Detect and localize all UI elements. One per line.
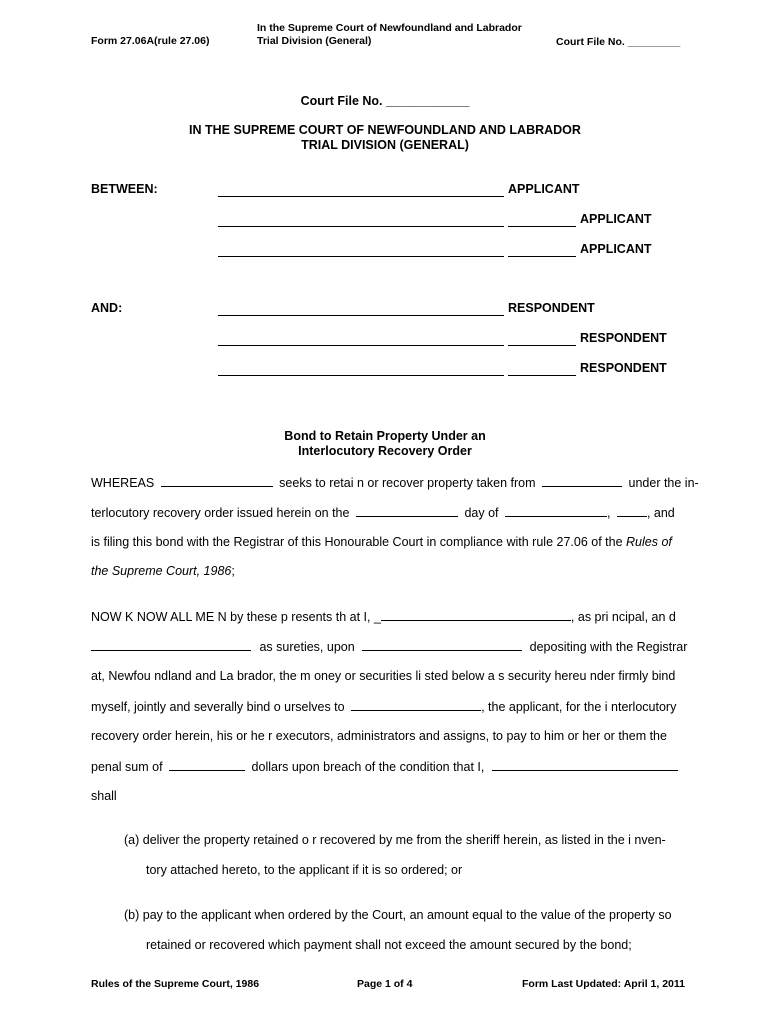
header-court-file: Court File No. _________ — [556, 36, 681, 48]
applicant-extra-line-3[interactable] — [508, 256, 576, 257]
now-line-4 — [91, 698, 676, 715]
now-line-1 — [91, 608, 676, 625]
form-number: Form 27.06A(rule 27.06) — [91, 35, 210, 47]
between-label: BETWEEN: — [91, 182, 158, 196]
applicant-extra-line-2[interactable] — [508, 226, 576, 227]
depositor-blank[interactable] — [362, 638, 522, 651]
now-line-3: at, Newfou ndland and La brador, the m oney or securities li sted below a s security hereu nder firmly bind — [91, 669, 676, 683]
whereas-word: WHEREAS — [91, 476, 155, 490]
bond-heading-line2: Interlocutory Recovery Order — [298, 444, 472, 458]
order-date-day-blank[interactable] — [356, 504, 458, 517]
whereas-line-4 — [91, 563, 235, 579]
condition-a-line-1: (a) deliver the property retained o r recovered by me from the sheriff herein, as listed in the i nven- — [124, 833, 666, 847]
penal-sum-text: penal sum of — [91, 760, 163, 774]
applicant-name-line-2[interactable] — [218, 226, 504, 227]
penal-sum-blank[interactable] — [169, 758, 245, 771]
condition-a-line-2: tory attached hereto, to the applicant if it is so ordered; or — [146, 863, 463, 877]
header-court-line2: Trial Division (General) — [257, 35, 372, 47]
now-line-6 — [91, 758, 678, 775]
respondent-name-line-2[interactable] — [218, 345, 504, 346]
order-month-blank[interactable] — [505, 504, 607, 517]
taken-from-blank[interactable] — [542, 474, 622, 487]
condition-name-blank[interactable] — [492, 758, 678, 771]
now-text-2: , as pri ncipal, an d — [570, 610, 676, 624]
respondent-label-2: RESPONDENT — [580, 331, 667, 345]
respondent-extra-line-3[interactable] — [508, 375, 576, 376]
footer-page-number: Page 1 of 4 — [357, 978, 413, 990]
footer-last-updated: Form Last Updated: April 1, 2011 — [522, 978, 685, 990]
applicant-label-3: APPLICANT — [580, 242, 652, 256]
respondent-label-3: RESPONDENT — [580, 361, 667, 375]
now-text-6: , the applicant, for the i nterlocutory — [481, 700, 677, 714]
now-text-4: depositing with the Registrar — [529, 640, 688, 654]
now-line-7: shall — [91, 789, 117, 803]
whereas-line-2 — [91, 504, 675, 521]
bond-heading-line1: Bond to Retain Property Under an — [284, 429, 486, 443]
applicant-name-blank[interactable] — [351, 698, 481, 711]
sureties-blank[interactable] — [91, 638, 251, 651]
condition-b-line-1: (b) pay to the applicant when ordered by the Court, an amount equal to the value of the property so — [124, 908, 672, 922]
semicolon-text: ; — [231, 564, 235, 578]
and-text: , and — [646, 506, 675, 520]
respondent-name-line-3[interactable] — [218, 375, 504, 376]
court-division: TRIAL DIVISION (GENERAL) — [301, 138, 469, 152]
whereas-text-3: terlocutory recovery order issued herein on the — [91, 506, 350, 520]
party-seeking-blank[interactable] — [161, 474, 273, 487]
now-line-5: recovery order herein, his or he r executors, administrators and assigns, to pay to him or her or them the — [91, 729, 667, 743]
rules-title-italic: the Supreme Court, 1986 — [91, 564, 232, 578]
respondent-label-1: RESPONDENT — [508, 301, 595, 315]
respondent-name-line-1[interactable] — [218, 315, 504, 316]
whereas-text-1: seeks to retai n or recover property taken from — [279, 476, 536, 490]
footer-rules-title: Rules of the Supreme Court, 1986 — [91, 978, 260, 990]
applicant-label-2: APPLICANT — [580, 212, 652, 226]
order-year-blank[interactable] — [617, 504, 647, 517]
principal-name-blank[interactable] — [381, 608, 571, 621]
applicant-name-line-3[interactable] — [218, 256, 504, 257]
whereas-text-2: under the in- — [628, 476, 699, 490]
comma-text: , — [606, 506, 611, 520]
now-text-5: myself, jointly and severally bind o urselves to — [91, 700, 345, 714]
now-line-2 — [91, 638, 687, 655]
applicant-name-line-1[interactable] — [218, 196, 504, 197]
now-text-7: dollars upon breach of the condition that I, — [251, 760, 485, 774]
applicant-label-1: APPLICANT — [508, 182, 580, 196]
rules-of-italic: Rules of — [626, 535, 672, 549]
header-court-line1: In the Supreme Court of Newfoundland and Labrador — [257, 22, 522, 34]
court-file-number: Court File No. ____________ — [300, 94, 470, 108]
whereas-line-3 — [91, 534, 672, 550]
day-of-text: day of — [464, 506, 499, 520]
whereas-text-4: is filing this bond with the Registrar of this Honourable Court in compliance with rule 27.06 of the — [91, 535, 623, 549]
now-text-3: as sureties, upon — [259, 640, 355, 654]
now-text-1: NOW K NOW ALL ME N by these p resents th at I, _ — [91, 610, 381, 624]
condition-b-line-2: retained or recovered which payment shall not exceed the amount secured by the bond; — [146, 938, 632, 952]
court-name: IN THE SUPREME COURT OF NEWFOUNDLAND AND LABRADOR — [189, 123, 581, 137]
and-label: AND: — [91, 301, 123, 315]
whereas-line-1 — [91, 474, 699, 491]
respondent-extra-line-2[interactable] — [508, 345, 576, 346]
